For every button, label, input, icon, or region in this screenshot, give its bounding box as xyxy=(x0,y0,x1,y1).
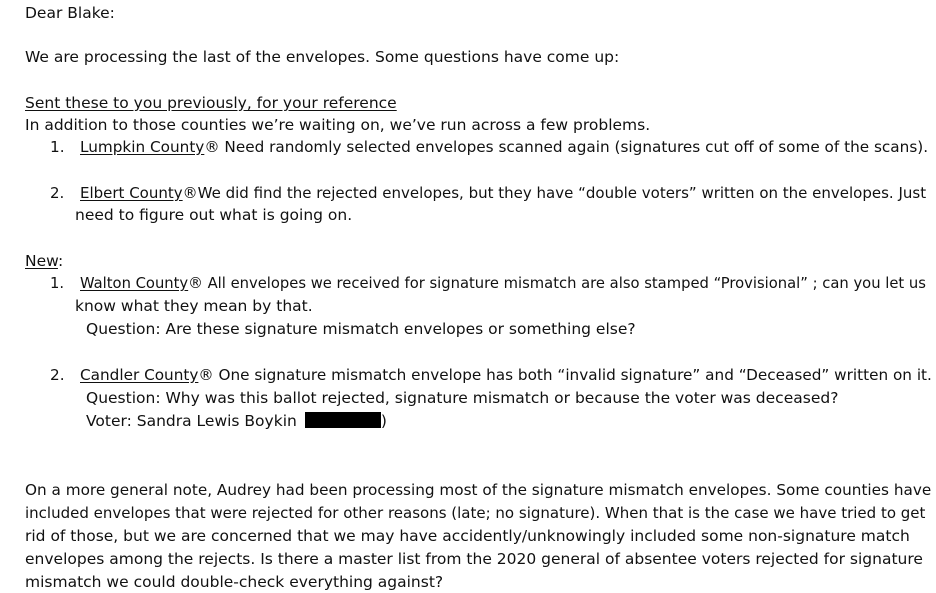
item-number: 1. xyxy=(50,138,65,156)
closing-line: envelopes among the rejects. Is there a master list from the 2020 general of absentee voters rejected for signature xyxy=(25,550,923,568)
new-heading-label: New xyxy=(25,252,58,270)
item-text: One signature mismatch envelope has both “invalid signature” and “Deceased” written on it. xyxy=(213,366,932,384)
closing-line: included envelopes that were rejected for other reasons (late; no signature). When that is the case we have tried to get xyxy=(25,504,926,522)
voter-suffix: ) xyxy=(380,412,387,430)
list-item xyxy=(50,364,932,386)
registered-symbol: ® xyxy=(204,138,220,156)
previous-lead: In addition to those counties we’re waiting on, we’ve run across a few problems. xyxy=(25,116,651,134)
question: Question: Are these signature mismatch envelopes or something else? xyxy=(86,320,636,338)
county-name: Lumpkin County xyxy=(80,138,205,156)
item-number: 2. xyxy=(50,366,65,384)
registered-symbol: ® xyxy=(182,184,198,202)
voter-line xyxy=(86,410,387,432)
closing-line: On a more general note, Audrey had been processing most of the signature mismatch envelopes. Some counties have xyxy=(25,481,932,499)
greeting: Dear Blake: xyxy=(25,4,115,22)
closing-line: mismatch we could double-check everything against? xyxy=(25,573,444,591)
registered-symbol: ® xyxy=(188,275,203,292)
county-name: Walton County xyxy=(80,275,189,292)
item-text-continued: need to figure out what is going on. xyxy=(75,206,353,224)
new-heading xyxy=(25,250,63,272)
county-name: Candler County xyxy=(80,366,199,384)
redaction-block xyxy=(305,412,381,428)
new-heading-colon: : xyxy=(57,252,64,270)
list-item xyxy=(50,136,928,158)
county-name: Elbert County xyxy=(80,184,183,202)
item-number: 2. xyxy=(50,184,65,202)
registered-symbol: ® xyxy=(198,366,214,384)
intro-paragraph: We are processing the last of the envelopes. Some questions have come up: xyxy=(25,48,620,66)
previous-heading: Sent these to you previously, for your reference xyxy=(25,94,397,112)
question: Question: Why was this ballot rejected, signature mismatch or because the voter was deceased? xyxy=(86,389,839,407)
list-item xyxy=(50,182,926,204)
item-text: We did find the rejected envelopes, but they have “double voters” written on the envelopes. Just xyxy=(197,184,927,202)
item-text-continued: know what they mean by that. xyxy=(75,297,313,315)
closing-line: rid of those, but we are concerned that we may have accidently/unknowingly included some non-signature match xyxy=(25,527,910,545)
voter-name: Voter: Sandra Lewis Boykin xyxy=(86,412,297,430)
list-item xyxy=(50,273,926,295)
item-number: 1. xyxy=(50,275,65,292)
item-text: Need randomly selected envelopes scanned again (signatures cut off of some of the scans). xyxy=(219,138,929,156)
item-text: All envelopes we received for signature mismatch are also stamped “Provisional” ; can you let us xyxy=(202,275,926,292)
